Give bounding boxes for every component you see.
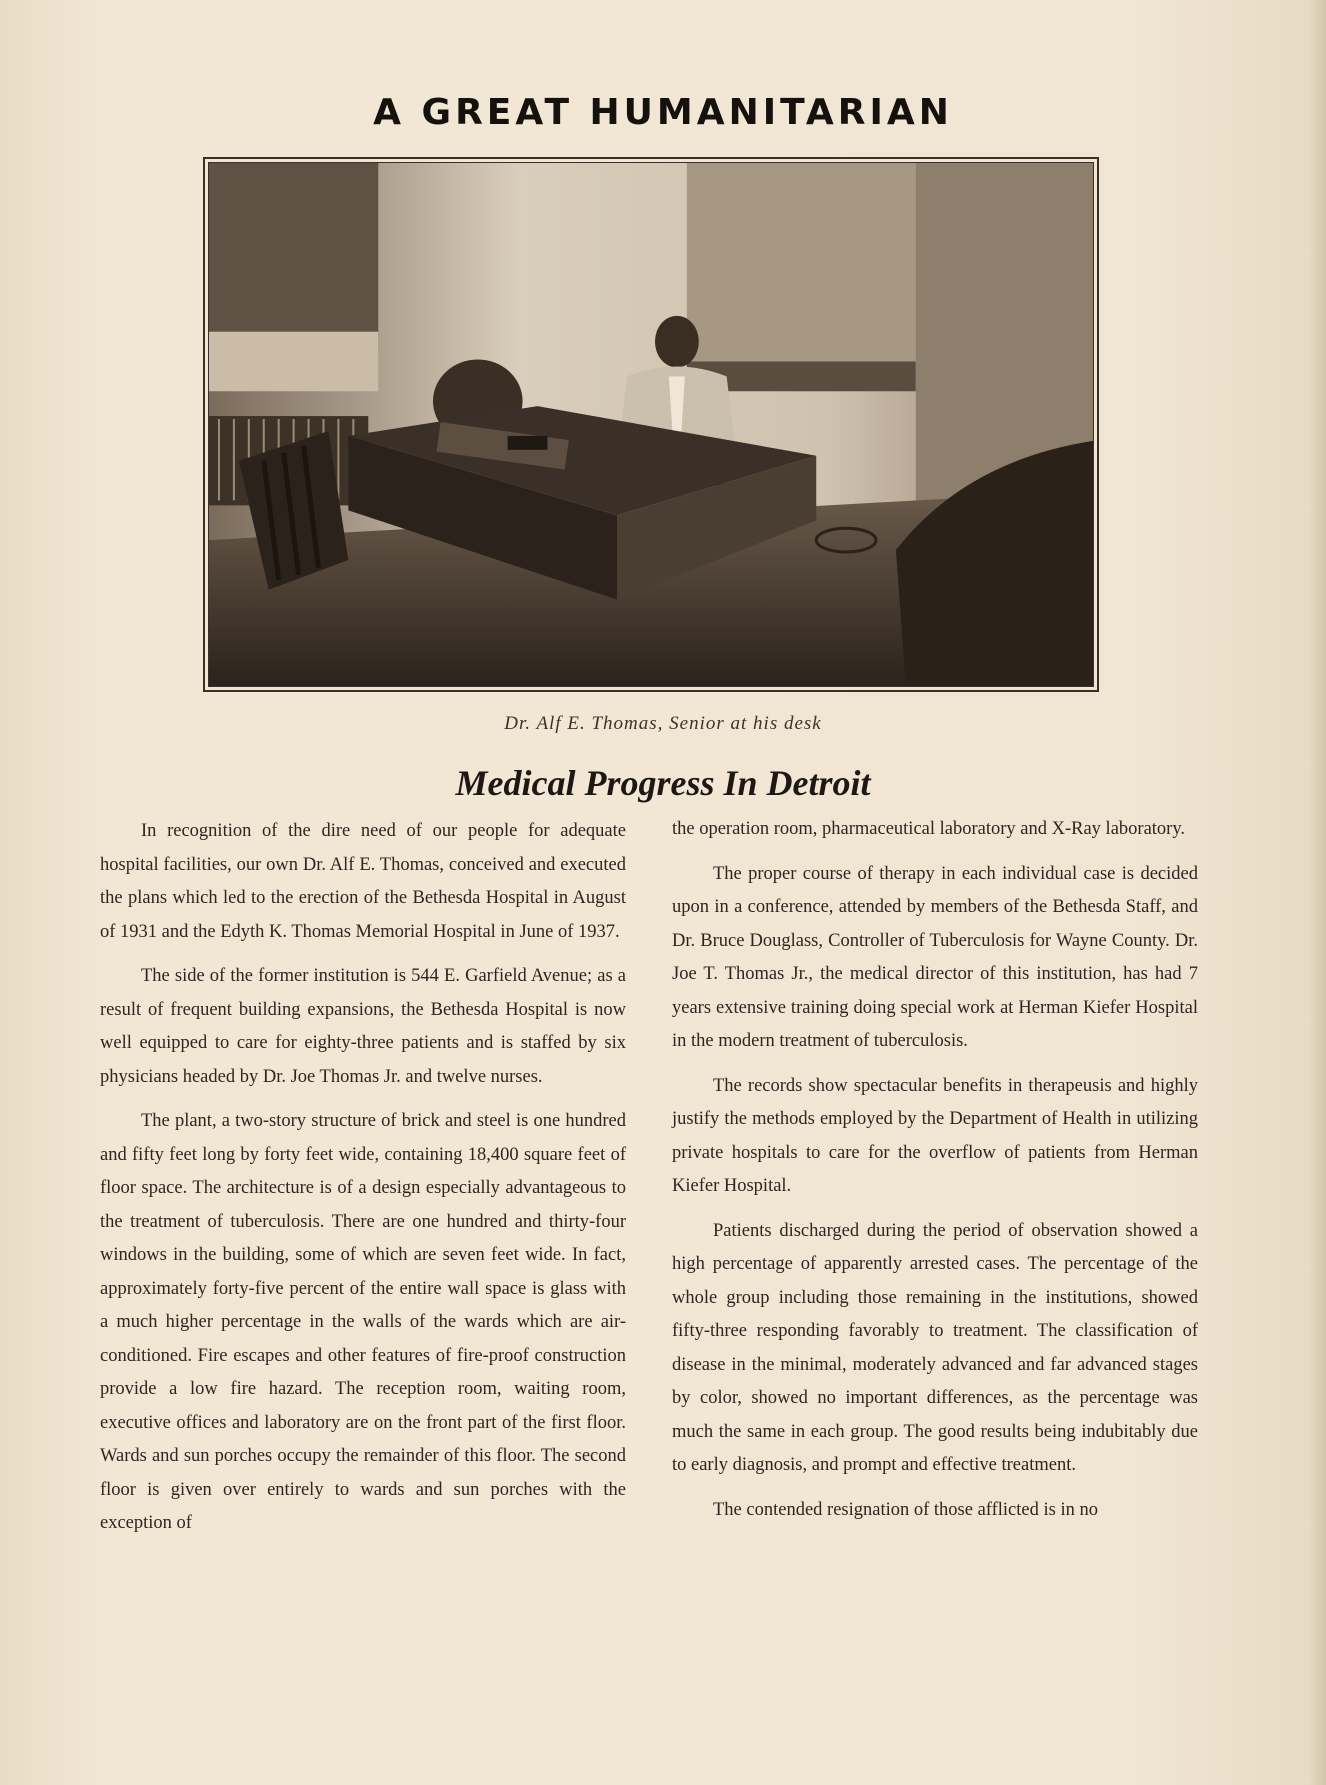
paragraph: Patients discharged during the period of observation showed a high percentage of apparently arrested cases. The percentage of the whole group including those remaining in the institutions, showed fifty-three responding favorably to treatment. The classification of disease in the minimal, moderately advanced and far advanced stages by color, showed no important differences, as the percentage was much the same in each group. The good results being indubitably due to early diagnosis, and prompt and effective treatment. xyxy=(672,1220,1198,1475)
article-title: Medical Progress In Detroit xyxy=(455,763,871,803)
paragraph: The plant, a two-story structure of brick and steel is one hundred and fifty feet long by forty feet wide, containing 18,400 square feet of floor space. The architecture is of a design especially advantageous to the treatment of tuberculosis. There are one hundred and thirty-four windows in the building, some of which are seven feet wide. In fact, approximately forty-five percent of the entire wall space is glass with a much higher percentage in the walls of the wards which are air-conditioned. Fire escapes and other features of fire-proof construction provide a low fire hazard. The reception room, waiting room, executive offices and laboratory are on the front part of the first floor. Wards and sun porches occupy the remainder of this floor. The second floor is given over entirely to wards and sun porches with the exception of xyxy=(100,1111,626,1533)
page-headline: A GREAT HUMANITARIAN xyxy=(373,92,953,133)
paragraph-continuation: the operation room, pharmaceutical laboratory and X-Ray laboratory. xyxy=(672,819,1186,839)
paragraph: In recognition of the dire need of our people for adequate hospital facilities, our own Dr. Alf E. Thomas, conceived and executed the plans which led to the erection of the Bethesda Hospital in August of 1931 and the Edyth K. Thomas Memorial Hospital in June of 1937. xyxy=(100,821,626,942)
paragraph: The proper course of therapy in each individual case is decided upon in a conference, attended by members of the Bethesda Staff, and Dr. Bruce Douglass, Controller of Tuberculosis for Wayne County. Dr. Joe T. Thomas Jr., the medical director of this institution, has had 7 years extensive training doing special work at Herman Kiefer Hospital in the modern treatment of tuberculosis. xyxy=(672,863,1198,1051)
article-right-column xyxy=(672,813,1198,1538)
paragraph: The contended resignation of those afflicted is in no xyxy=(713,1499,1098,1520)
office-photo-illustration xyxy=(209,163,1093,686)
office-photograph xyxy=(208,162,1094,687)
photo-caption: Dr. Alf E. Thomas, Senior at his desk xyxy=(504,713,822,734)
paragraph: The side of the former institution is 544 E. Garfield Avenue; as a result of frequent building expansions, the Bethesda Hospital is now well equipped to care for eighty-three patients and is staffed by six physicians headed by Dr. Joe Thomas Jr. and twelve nurses. xyxy=(100,966,626,1087)
photo-frame xyxy=(203,157,1099,692)
article-left-column xyxy=(100,815,626,1552)
paragraph: The records show spectacular benefits in therapeusis and highly justify the methods employed by the Department of Health in utilizing private hospitals to care for the overflow of patients from Herman Kiefer Hospital. xyxy=(672,1075,1198,1196)
